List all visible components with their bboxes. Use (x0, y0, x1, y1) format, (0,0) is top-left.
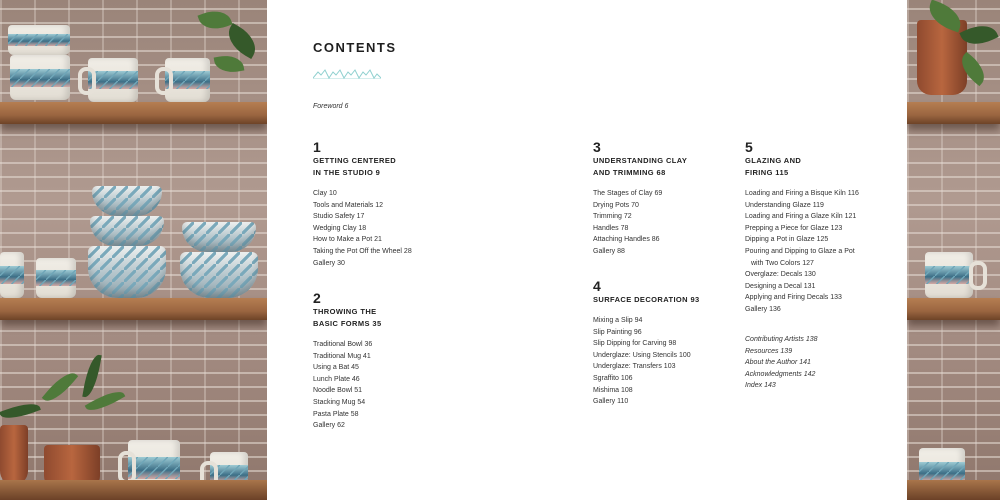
chapter-number: 2 (313, 290, 321, 306)
toc-entry: Dipping a Pot in Glaze 125 (745, 236, 829, 244)
chapter-title-line: GLAZING AND (745, 156, 802, 165)
wooden-floor (907, 480, 1000, 500)
toc-entry: Slip Painting 96 (593, 328, 642, 336)
plant-leaf (82, 353, 101, 398)
toc-entry: Handles 78 (593, 224, 629, 232)
toc-entry: Pouring and Dipping to Glaze a Pot (745, 247, 855, 255)
toc-entry: Clay 10 (313, 190, 337, 197)
stacked-bowl (180, 252, 258, 298)
toc-entry: About the Author 141 (745, 359, 811, 367)
wooden-shelf (0, 298, 267, 320)
toc-entry: Lunch Plate 46 (313, 375, 360, 383)
mountain-zigzag-icon (313, 69, 381, 79)
plant-leaf (214, 53, 245, 76)
toc-entry: Noodle Bowl 51 (313, 387, 363, 395)
chapter-number: 3 (593, 139, 601, 155)
chapter-1 (313, 139, 412, 269)
toc-entry: Contributing Artists 138 (745, 336, 818, 343)
chapter-2 (313, 290, 382, 432)
mug (925, 252, 973, 298)
toc-entry: Designing a Decal 131 (745, 282, 816, 290)
toc-entry: The Stages of Clay 69 (593, 190, 663, 197)
chapter-title-line: FIRING 115 (745, 168, 789, 177)
chapter-5 (745, 139, 859, 316)
toc-entry: Understanding Glaze 119 (745, 201, 824, 209)
left-photo-panel (0, 0, 267, 500)
mug (165, 58, 210, 102)
plant-leaf (222, 23, 262, 59)
toc-entry: Gallery 136 (745, 305, 781, 313)
chapter-4 (593, 278, 700, 408)
mug (88, 58, 138, 102)
terracotta-pot (917, 20, 967, 95)
toc-entry: Tools and Materials 12 (313, 201, 384, 209)
toc-entry: Acknowledgments 142 (745, 370, 816, 378)
chapter-title-line: IN THE STUDIO 9 (313, 168, 381, 177)
toc-entry: Traditional Bowl 36 (313, 341, 373, 348)
stacked-bowl (90, 216, 164, 246)
chapter-number: 5 (745, 139, 753, 155)
chapter-title-line: SURFACE DECORATION 93 (593, 295, 700, 304)
wooden-shelf (907, 102, 1000, 124)
contents-page (267, 0, 907, 500)
toc-entry: Wedging Clay 18 (313, 224, 367, 232)
chapter-number: 1 (313, 139, 321, 155)
stacked-bowl (88, 246, 166, 298)
toc-entry: Pasta Plate 58 (313, 410, 359, 418)
wooden-shelf (907, 298, 1000, 320)
toc-entry: Sgraffito 106 (593, 374, 633, 382)
chapter-title-line: UNDERSTANDING CLAY (593, 156, 688, 165)
toc-entry: Taking the Pot Off the Wheel 28 (313, 247, 412, 255)
toc-entry: with Two Colors 127 (751, 259, 814, 267)
page-title: CONTENTS (313, 40, 397, 55)
wooden-shelf (0, 102, 267, 124)
chapter-title-line: BASIC FORMS 35 (313, 319, 382, 328)
mug (10, 55, 70, 100)
toc-entry: Slip Dipping for Carving 98 (593, 340, 677, 348)
chapter-title-line: GETTING CENTERED (313, 156, 397, 165)
toc-entry: Trimming 72 (593, 213, 632, 221)
toc-entry: Using a Bat 45 (313, 364, 359, 372)
toc-entry: Loading and Firing a Bisque Kiln 116 (745, 190, 859, 197)
plant-leaf (197, 5, 232, 34)
toc-entry: Stacking Mug 54 (313, 398, 366, 406)
toc-entry: Underglaze: Transfers 103 (593, 363, 676, 371)
plant-leaf (42, 367, 78, 407)
right-photo-panel (907, 0, 1000, 500)
toc-entry: Gallery 62 (313, 422, 345, 430)
terracotta-pot (0, 425, 28, 485)
toc-entry: Underglaze: Using Stencils 100 (593, 351, 691, 359)
chapter-title-line: AND TRIMMING 68 (593, 168, 666, 177)
toc-entry: Mixing a Slip 94 (593, 317, 643, 324)
toc-entry: Index 143 (745, 382, 776, 390)
wooden-floor (0, 480, 267, 500)
toc-entry: Prepping a Piece for Glaze 123 (745, 224, 843, 232)
toc-entry: Gallery 110 (593, 398, 629, 406)
stacked-bowl (92, 186, 162, 216)
toc-entry: Applying and Firing Decals 133 (745, 294, 842, 302)
toc-entry: How to Make a Pot 21 (313, 236, 382, 244)
toc-entry: Attaching Handles 86 (593, 236, 660, 244)
foreword-entry: Foreword 6 (313, 103, 349, 110)
mug (8, 25, 70, 55)
stacked-bowl (182, 222, 256, 252)
toc-entry: Loading and Firing a Glaze Kiln 121 (745, 213, 857, 221)
toc-entry: Mishima 108 (593, 386, 633, 394)
chapter-number: 4 (593, 278, 601, 294)
toc-entry: Traditional Mug 41 (313, 352, 371, 360)
toc-entry: Gallery 30 (313, 259, 345, 267)
mug (0, 252, 24, 298)
toc-entry: Studio Safety 17 (313, 213, 365, 221)
chapter-3 (593, 139, 687, 258)
mug (36, 258, 76, 298)
toc-entry: Drying Pots 70 (593, 201, 639, 209)
back-matter-list (745, 334, 818, 392)
toc-entry: Gallery 88 (593, 247, 625, 255)
toc-entry: Overglaze: Decals 130 (745, 271, 816, 279)
plant-leaf (0, 399, 41, 424)
chapter-title-line: THROWING THE (313, 307, 377, 316)
toc-entry: Resources 139 (745, 347, 793, 355)
